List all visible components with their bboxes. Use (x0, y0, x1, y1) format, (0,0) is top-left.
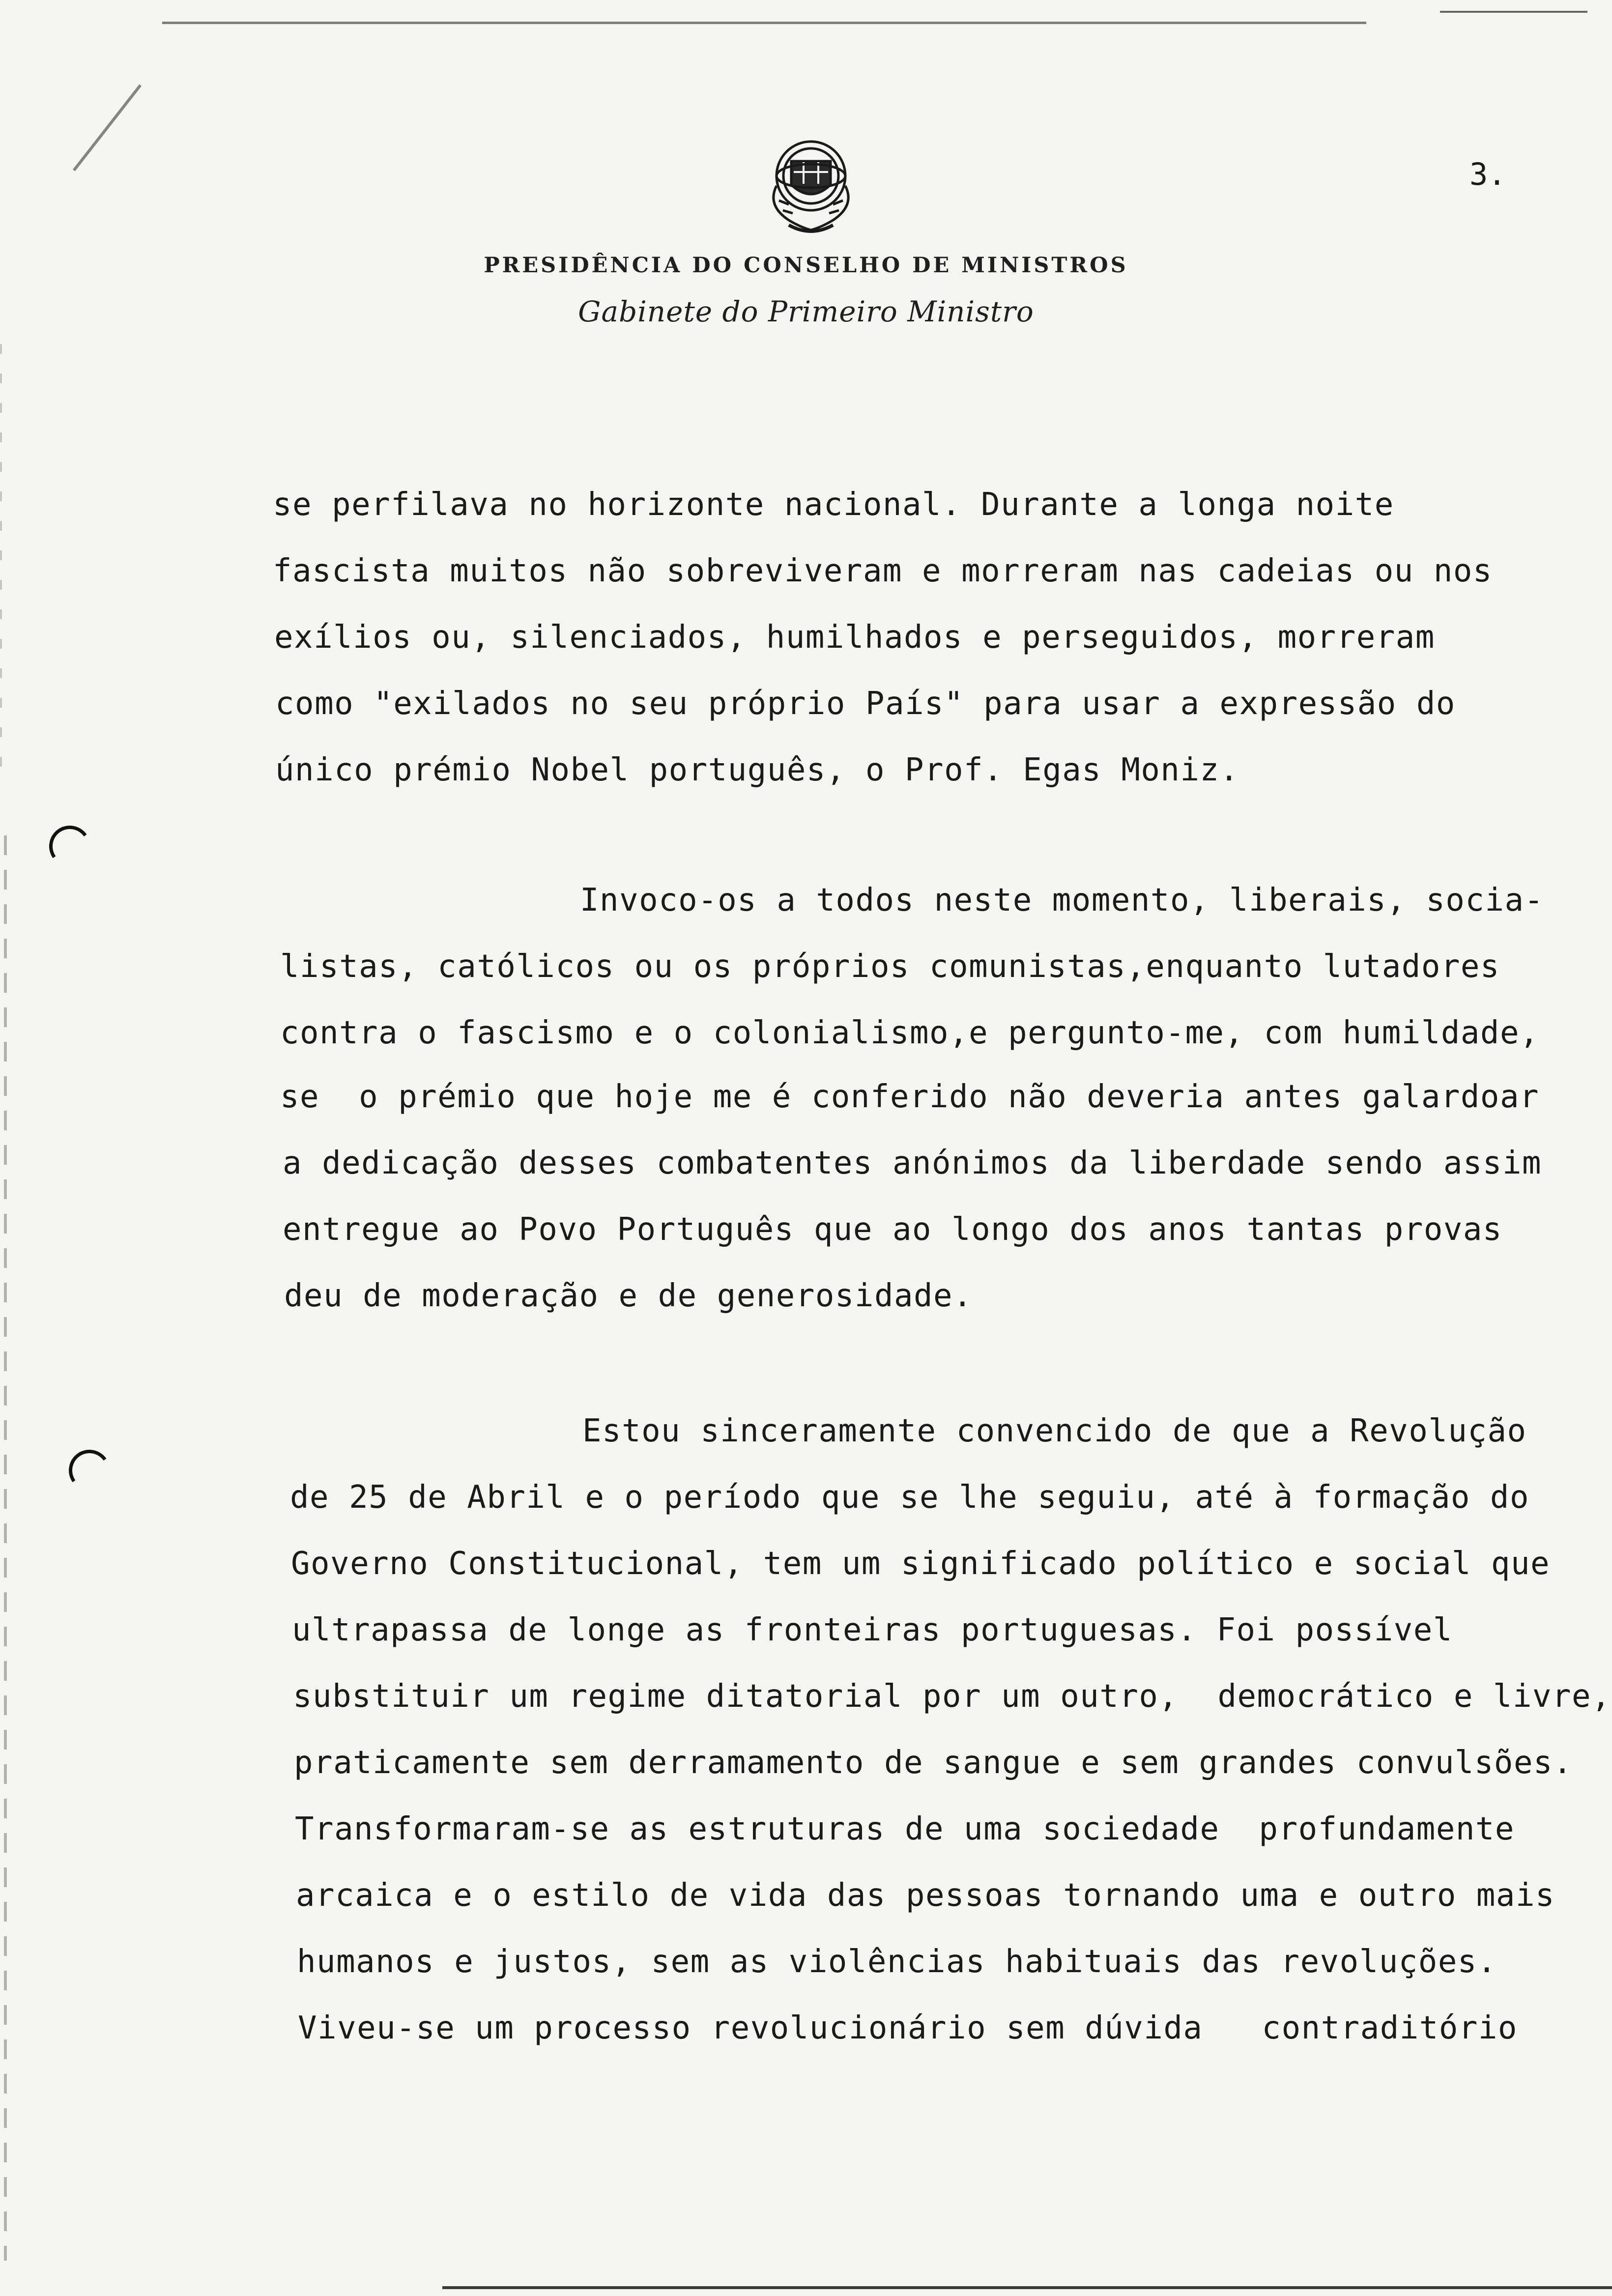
scan-bottom-rule (442, 2286, 1612, 2289)
scan-top-rule (162, 22, 1366, 24)
body-line: se perfilava no horizonte nacional. Durante a longa noite (273, 487, 1394, 523)
body-line: contra o fascismo e o colonialismo,e pergunto-me, com humildade, (280, 1015, 1539, 1051)
punch-hole-top (46, 822, 93, 870)
scan-edge-shadow (4, 835, 7, 2261)
body-line: Viveu-se um processo revolucionário sem dúvida contraditório (298, 2010, 1518, 2046)
body-line: humanos e justos, sem as violências habituais das revoluções. (297, 1944, 1497, 1980)
body-line: ultrapassa de longe as fronteiras portuguesas. Foi possível (292, 1612, 1453, 1648)
body-line: de 25 de Abril e o período que se lhe seguiu, até à formação do (290, 1479, 1529, 1516)
scan-pen-mark (73, 84, 142, 171)
body-line: Invoco-os a todos neste momento, liberais, socia- (580, 882, 1544, 918)
body-line: arcaica e o estilo de vida das pessoas tornando uma e outro mais (296, 1877, 1555, 1914)
body-line: se o prémio que hoje me é conferido não deveria antes galardoar (280, 1079, 1539, 1115)
letterhead-title: PRESIDÊNCIA DO CONSELHO DE MINISTROS (484, 253, 1128, 278)
body-line: listas, católicos ou os próprios comunistas,enquanto lutadores (280, 948, 1500, 985)
body-line: Governo Constitucional, tem um significado político e social que (291, 1546, 1550, 1582)
body-line: fascista muitos não sobreviveram e morreram nas cadeias ou nos (273, 553, 1493, 589)
punch-hole-bottom (65, 1446, 113, 1494)
body-line: Estou sinceramente convencido de que a Revolução (582, 1413, 1527, 1449)
body-line: praticamente sem derramamento de sangue e sem grandes convulsões. (294, 1745, 1573, 1781)
body-line: como "exilados no seu próprio País" para usar a expressão do (275, 686, 1456, 722)
body-line: substituir um regime ditatorial por um outro, democrático e livre, (293, 1678, 1612, 1715)
body-line: exílios ou, silenciados, humilhados e perseguidos, morreram (274, 619, 1435, 656)
body-line: a dedicação desses combatentes anónimos da liberdade sendo assim (283, 1145, 1542, 1181)
scan-corner-mark (1440, 11, 1587, 13)
body-line: deu de moderação e de generosidade. (284, 1278, 973, 1314)
body-line: entregue ao Povo Português que ao longo dos anos tantas provas (283, 1211, 1502, 1248)
body-line: Transformaram-se as estruturas de uma sociedade profundamente (295, 1811, 1515, 1847)
letterhead-subtitle: Gabinete do Primeiro Ministro (578, 295, 1034, 328)
scan-edge-shadow-upper (0, 344, 2, 786)
portuguese-coat-of-arms-icon (749, 127, 872, 240)
page-number: 3. (1469, 156, 1506, 192)
body-line: único prémio Nobel português, o Prof. Egas Moniz. (275, 752, 1239, 788)
